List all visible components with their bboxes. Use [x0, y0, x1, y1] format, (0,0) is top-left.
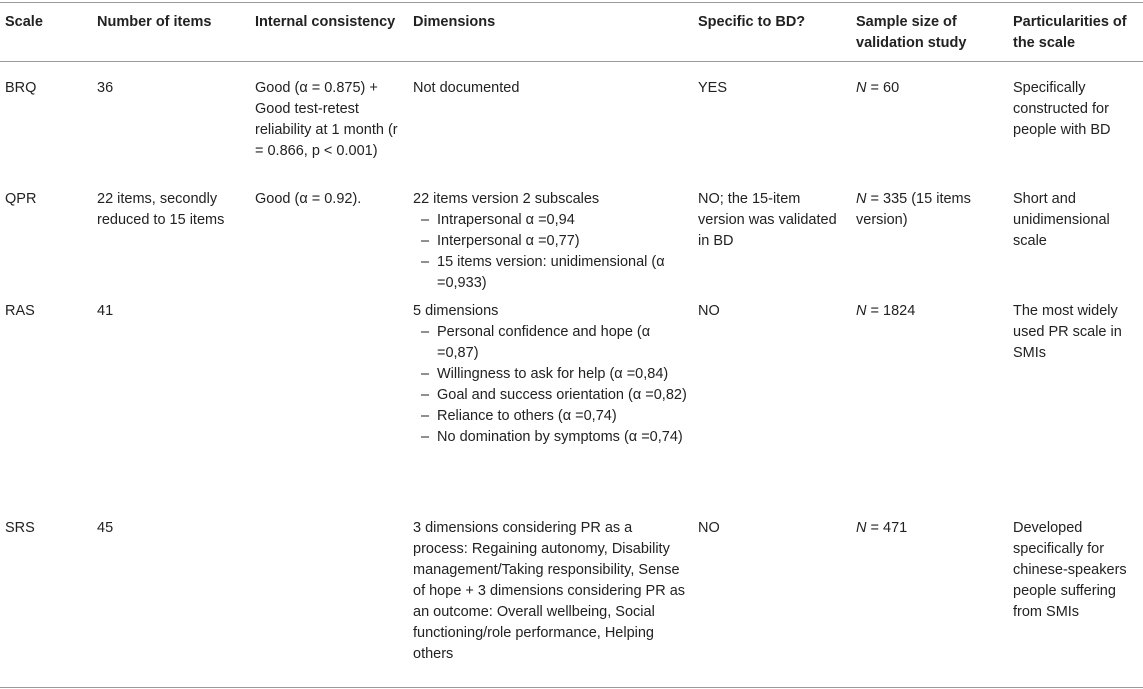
cell-specific: NO; the 15-item version was validated in BD	[698, 191, 837, 249]
header-specific-to-bd: Specific to BD?	[698, 14, 806, 30]
dimensions-intro: 5 dimensions	[413, 303, 499, 319]
cell-items: 36	[97, 80, 114, 96]
sample-n-symbol: N	[856, 520, 867, 536]
dimensions-list	[413, 210, 688, 294]
cell-sample	[856, 301, 996, 322]
sample-n-symbol: N	[856, 80, 867, 96]
cell-dimensions	[413, 301, 688, 448]
cell-particularities: Specifically constructed for people with BD	[1013, 80, 1111, 138]
cell-specific: NO	[698, 303, 720, 319]
table-top-rule	[0, 2, 1143, 3]
cell-consistency: Good (α = 0.875) + Good test-retest reliability at 1 month (r = 0.866, p < 0.001)	[255, 80, 398, 159]
table-bottom-rule	[0, 687, 1143, 688]
cell-dimensions: 3 dimensions considering PR as a process: Regaining autonomy, Disability management/Taking responsibility, Sense of hope + 3 dimensions considering PR as an outcome: Overall wellbeing, Social functioning/role performance, Helping others	[413, 520, 686, 662]
cell-dimensions	[413, 189, 688, 294]
dimensions-list	[413, 322, 688, 448]
table-header-rule	[0, 61, 1143, 62]
dimension-item: – No domination by symptoms (α =0,74)	[413, 427, 688, 448]
cell-sample	[856, 189, 996, 231]
sample-value: = 60	[866, 80, 900, 96]
cell-items: 22 items, secondly reduced to 15 items	[97, 191, 225, 228]
sample-n-symbol: N	[856, 191, 867, 207]
dimension-item: – Willingness to ask for help (α =0,84)	[413, 364, 688, 385]
cell-items: 41	[97, 303, 114, 319]
cell-scale: BRQ	[5, 80, 37, 96]
cell-consistency: Good (α = 0.92).	[255, 191, 362, 207]
dimension-item: – Reliance to others (α =0,74)	[413, 406, 688, 427]
dimension-item: – Personal confidence and hope (α =0,87)	[413, 322, 688, 364]
header-number-of-items: Number of items	[97, 14, 212, 30]
cell-specific: YES	[698, 80, 728, 96]
cell-particularities: The most widely used PR scale in SMIs	[1013, 303, 1122, 361]
sample-n-symbol: N	[856, 303, 867, 319]
sample-value: = 335 (15 items version)	[856, 191, 971, 228]
header-scale: Scale	[5, 14, 43, 30]
cell-scale: RAS	[5, 303, 35, 319]
header-internal-consistency: Internal consistency	[255, 14, 396, 30]
cell-particularities: Short and unidimensional scale	[1013, 191, 1110, 249]
dimension-item: – Intrapersonal α =0,94	[413, 210, 688, 231]
dimension-item: – 15 items version: unidimensional (α =0,933)	[413, 252, 688, 294]
cell-scale: QPR	[5, 191, 37, 207]
header-sample-size: Sample size of validation study	[856, 14, 967, 51]
cell-particularities: Developed specifically for chinese-speakers people suffering from SMIs	[1013, 520, 1127, 620]
cell-specific: NO	[698, 520, 720, 536]
cell-dimensions: Not documented	[413, 80, 520, 96]
cell-items: 45	[97, 520, 114, 536]
dimension-item: – Goal and success orientation (α =0,82)	[413, 385, 688, 406]
header-particularities: Particularities of the scale	[1013, 14, 1127, 51]
dimensions-intro: 22 items version 2 subscales	[413, 191, 600, 207]
sample-value: = 1824	[866, 303, 916, 319]
cell-sample	[856, 78, 996, 99]
header-dimensions: Dimensions	[413, 14, 496, 30]
cell-scale: SRS	[5, 520, 35, 536]
cell-sample	[856, 518, 996, 539]
sample-value: = 471	[866, 520, 908, 536]
dimension-item: – Interpersonal α =0,77)	[413, 231, 688, 252]
